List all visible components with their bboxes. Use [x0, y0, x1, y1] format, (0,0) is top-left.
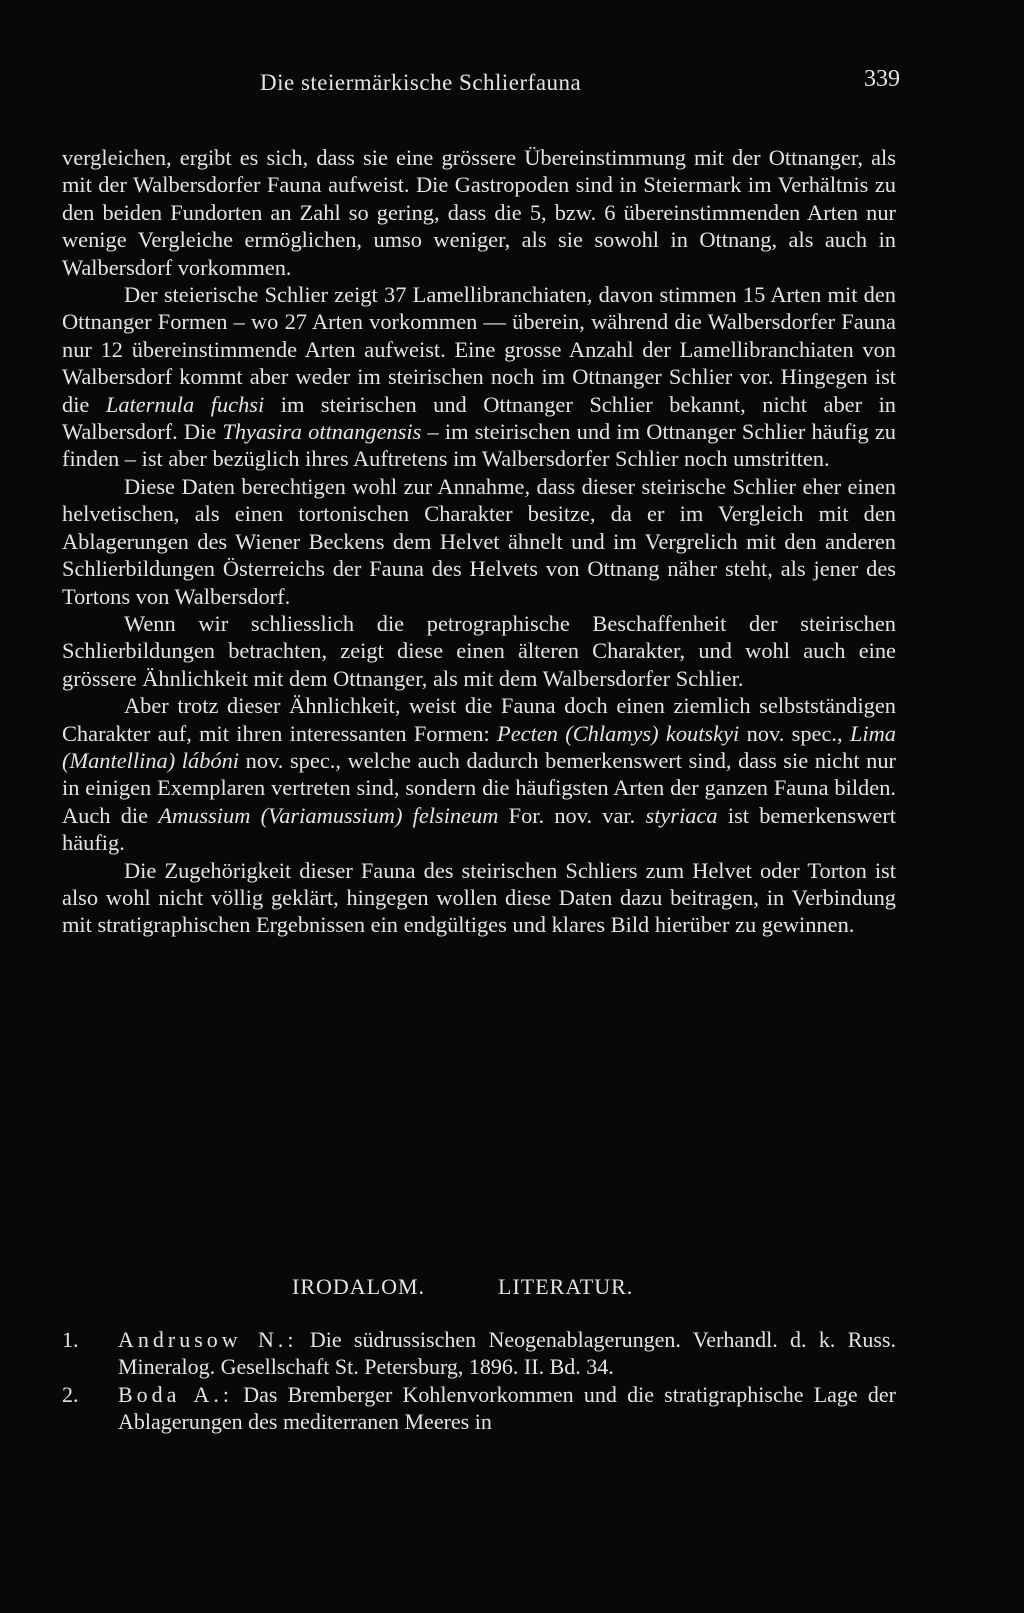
body-paragraph [62, 692, 896, 856]
reference-text: Die südrussischen Neogenablagerungen. Verhandl. d. k. Russ. Mineralog. Gesellschaft St. Petersburg, 1896. II. Bd. 34. [118, 1327, 896, 1380]
page-number: 339 [864, 66, 900, 92]
paragraph-text: For. nov. var. [498, 802, 646, 828]
paragraph-text: Diese Daten berechtigen wohl zur Annahme, dass dieser steirische Schlier eher einen helvetischen, als einen tortonischen Charakter besitze, da er im Vergleich mit den Ablagerungen des Wiener Beckens dem Helvet ähnelt und im Vergrelich mit den anderen Schlierbildungen Österreichs der Fauna des Helvets von Ottnang näher steht, als jener des Tortons von Walbersdorf. [62, 473, 896, 609]
reference-list [62, 1326, 896, 1436]
taxon-name: Lima (Mantellina) lábóni [62, 720, 896, 773]
body-text [62, 144, 896, 939]
reference-text: Das Bremberger Kohlenvorkommen und die stratigraphische Lage der Ablagerungen des mediterranen Meeres in [118, 1381, 896, 1435]
reference-item [62, 1326, 896, 1381]
reference-author: Andrusow N.: [118, 1327, 298, 1352]
paragraph-text: nov. spec., welche auch dadurch bemerkenswert sind, dass sie nicht nur in einigen Exemplaren vertreten sind, sondern die häufigsten Arten der ganzen Fauna bilden. Auch die [62, 747, 896, 828]
body-paragraph [62, 281, 896, 473]
reference-item [62, 1381, 896, 1436]
reference-number: 2. [62, 1381, 79, 1407]
body-paragraph [62, 857, 896, 939]
paragraph-text: – im steirischen und im Ottnanger Schlier häufig zu finden – ist aber bezüglich ihres Auftretens im Walbersdorfer Schlier noch umstritten. [62, 419, 896, 472]
taxon-name: Pecten (Chlamys) koutskyi [497, 720, 740, 746]
taxon-name: Thyasira ottnangensis [222, 419, 422, 445]
literature-heading-german: LITERATUR. [498, 1274, 634, 1299]
body-paragraph [62, 610, 896, 692]
paragraph-text: nov. spec., [739, 720, 850, 746]
paragraph-text: Die Zugehörigkeit dieser Fauna des steirischen Schliers zum Helvet oder Torton ist also wohl nicht völlig geklärt, hingegen wollen diese Daten dazu beitragen, in Verbindung mit stratigraphischen Ergebnissen ein endgültiges und klares Bild hierüber zu gewinnen. [62, 857, 896, 938]
page-header [0, 66, 1024, 100]
reference-author: Boda A.: [118, 1381, 233, 1407]
body-paragraph [62, 144, 896, 281]
paragraph-text: Wenn wir schliesslich die petrographische Beschaffenheit der steirischen Schlierbildungen betrachten, zeigt diese einen älteren Charakter, und wohl auch eine grössere Ähnlichkeit mit dem Ottnanger, als mit dem Walbersdorfer Schlier. [62, 610, 896, 691]
paragraph-text: im steirischen und Ottnanger Schlier bekannt, nicht aber in Walbersdorf. Die [62, 391, 896, 445]
body-paragraph [62, 473, 896, 610]
paragraph-text: Aber trotz dieser Ähnlichkeit, weist die Fauna doch einen ziemlich selbstständigen Charakter auf, mit ihren interessanten Formen: [62, 693, 896, 746]
paragraph-text: ist bemerkenswert häufig. [62, 802, 896, 856]
paragraph-text: Der steierische Schlier zeigt 37 Lamellibranchiaten, davon stimmen 15 Arten mit den Ottnanger Formen – wo 27 Arten vorkommen — überein, während die Walbersdorfer Fauna nur 12 übereinstimmende Arten aufweist. Eine grosse Anzahl der Lamellibranchiaten von Walbersdorf kommt aber weder im steirischen noch im Ottnanger Schlier vor. Hingegen ist die [62, 282, 896, 417]
reference-number: 1. [62, 1327, 79, 1352]
taxon-name: styriaca [645, 802, 718, 828]
running-title: Die steiermärkische Schlierfauna [260, 70, 582, 95]
taxon-name: Amussium (Variamussium) felsineum [158, 802, 499, 828]
literature-heading-hungarian: IRODALOM. [292, 1274, 426, 1299]
taxon-name: Laternula fuchsi [105, 391, 265, 417]
paragraph-text: vergleichen, ergibt es sich, dass sie eine grössere Übereinstimmung mit der Ottnanger, als mit der Walbersdorfer Fauna aufweist. Die Gastropoden sind in Steiermark im Verhältnis zu den beiden Fundorten an Zahl so gering, dass die 5, bzw. 6 übereinstimmenden Arten nur wenige Vergleiche ermöglichen, umso weniger, als sie sowohl in Ottnang, als auch in Walbersdorf vorkommen. [62, 145, 896, 280]
